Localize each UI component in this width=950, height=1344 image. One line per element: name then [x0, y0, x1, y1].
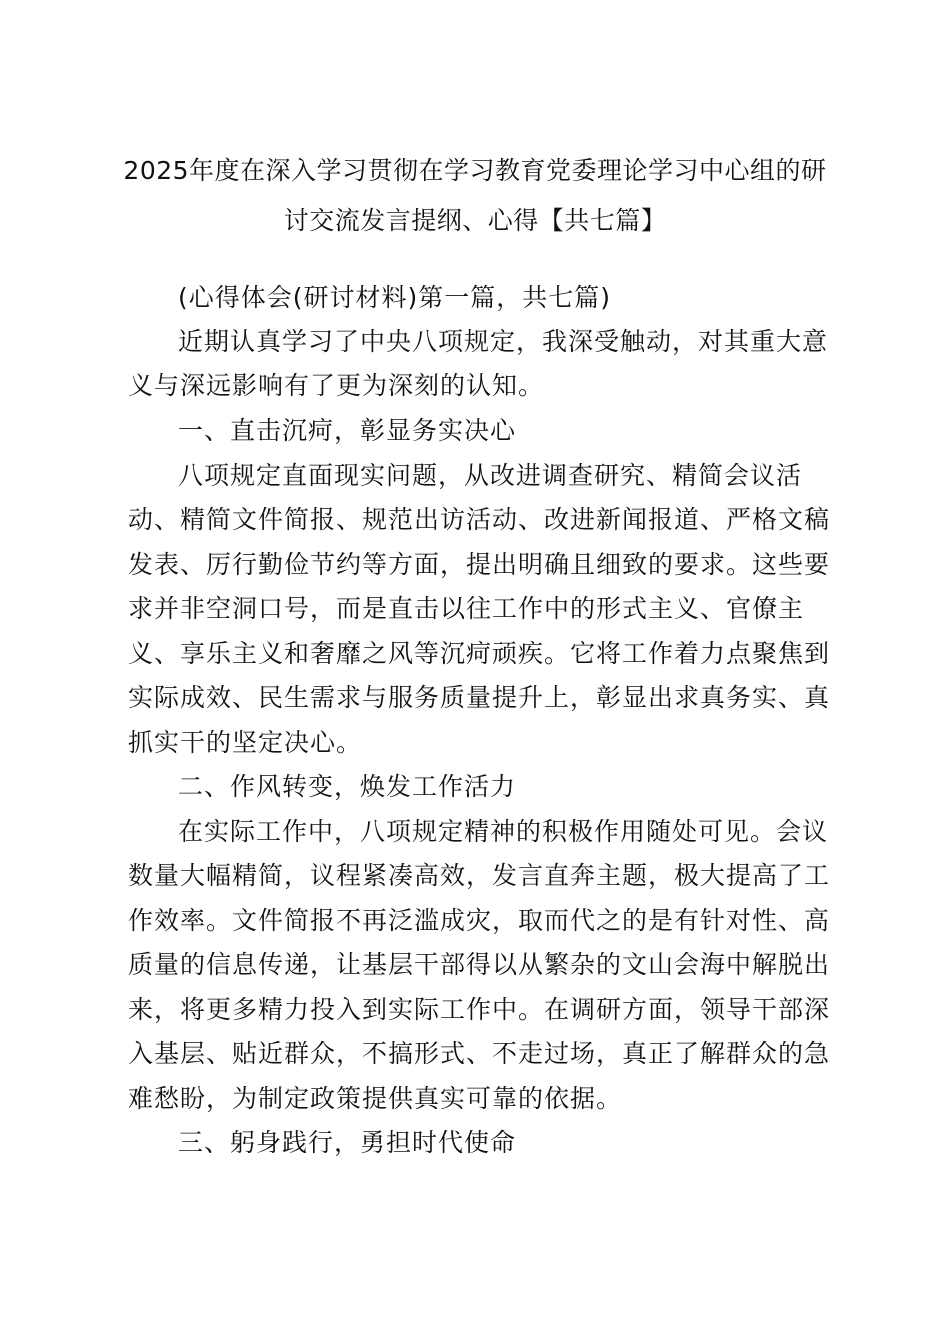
- body-line: 发表、厉行勤俭节约等方面，提出明确且细致的要求。这些要: [128, 550, 831, 579]
- body-line: 求并非空洞口号，而是直击以往工作中的形式主义、官僚主: [128, 594, 805, 623]
- body-line: 作效率。文件简报不再泛滥成灾，取而代之的是有针对性、高: [128, 906, 831, 935]
- body-line: 近期认真学习了中央八项规定，我深受触动，对其重大意: [178, 327, 829, 356]
- body-line: 数量大幅精简，议程紧凑高效，发言直奔主题，极大提高了工: [128, 861, 831, 890]
- body-line: 难愁盼，为制定政策提供真实可靠的依据。: [128, 1084, 623, 1113]
- document-title-line-1: 2025年度在深入学习贯彻在学习教育党委理论学习中心组的研: [123, 156, 827, 185]
- body-line: 义、享乐主义和奢靡之风等沉疴顽疾。它将工作着力点聚焦到: [128, 639, 831, 668]
- body-line: 义与深远影响有了更为深刻的认知。: [128, 371, 545, 400]
- body-line: 质量的信息传递，让基层干部得以从繁杂的文山会海中解脱出: [128, 950, 831, 979]
- section-heading-2: 二、作风转变，焕发工作活力: [178, 772, 517, 801]
- body-line: 动、精简文件简报、规范出访活动、改进新闻报道、严格文稿: [128, 505, 831, 534]
- document-title-line-2: 讨交流发言提纲、心得【共七篇】: [283, 206, 667, 235]
- body-line: 入基层、贴近群众，不搞形式、不走过场，真正了解群众的急: [128, 1039, 831, 1068]
- body-line: 八项规定直面现实问题，从改进调查研究、精简会议活: [178, 461, 803, 490]
- body-line: 抓实干的坚定决心。: [128, 728, 363, 757]
- document-subtitle: (心得体会(研讨材料)第一篇，共七篇): [178, 283, 612, 312]
- body-line: 来，将更多精力投入到实际工作中。在调研方面，领导干部深: [128, 995, 831, 1024]
- body-line: 实际成效、民生需求与服务质量提升上，彰显出求真务实、真: [128, 683, 831, 712]
- section-heading-1: 一、直击沉疴，彰显务实决心: [178, 416, 517, 445]
- section-heading-3: 三、躬身践行，勇担时代使命: [178, 1128, 517, 1157]
- body-line: 在实际工作中，八项规定精神的积极作用随处可见。会议: [178, 817, 829, 846]
